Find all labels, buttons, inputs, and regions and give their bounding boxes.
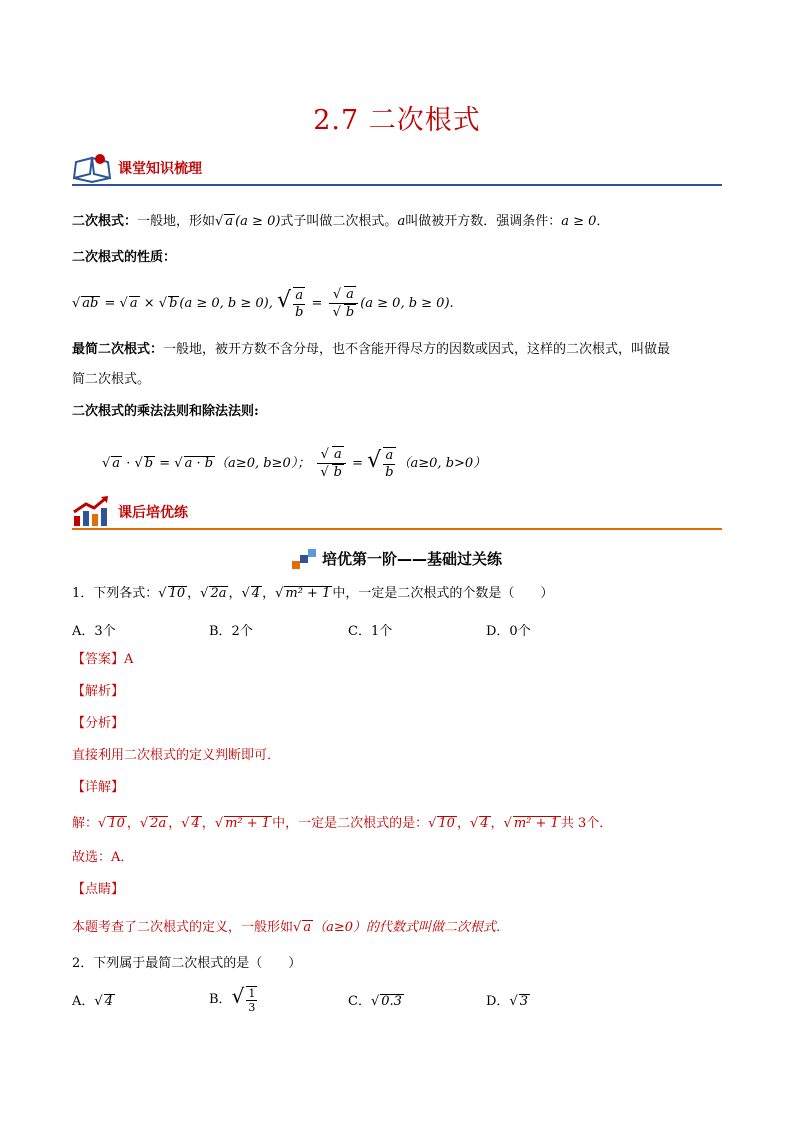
q1-stem-a: 1．下列各式：: [72, 586, 159, 601]
q1-answer: 【答案】A: [72, 652, 134, 667]
stairs-icon: [292, 549, 318, 571]
q2-option-b: B．√ $\frac{1}{3}$: [209, 984, 256, 1014]
property-formula: √ ab = √ a × √ b (a ≥ 0, b ≥ 0), √ $\frac{a}{b}$ = $\frac{√ a}{√ b}$ (a ≥ 0, b ≥ 0).: [72, 287, 454, 320]
property-head: 二次根式的性质：: [72, 250, 177, 265]
q1-fenxi-text: 直接利用二次根式的定义判断即可．: [72, 748, 281, 763]
property-cond-2: (a ≥ 0, b ≥ 0).: [360, 296, 454, 311]
q2-option-c: C．√ 0.3: [348, 994, 402, 1009]
q2-option-a: A．√ 4: [72, 994, 113, 1009]
q1-stem-b: 中，一定是二次根式的个数是（ ）: [332, 586, 554, 601]
q1-fenxi: 【分析】: [72, 716, 125, 731]
definition-head: 二次根式：: [72, 214, 138, 229]
q1-sol-b: 中，一定是二次根式的是：: [272, 816, 429, 831]
definition-condition: (a ≥ 0): [235, 214, 281, 229]
section-header-practice: [72, 494, 722, 530]
simplest-line-1: [72, 340, 670, 360]
definition-cond-2: a ≥ 0: [561, 214, 597, 229]
simplest-text-1: 一般地，被开方数不含分母，也不含能开得尽方的因数或因式，这样的二次根式，叫做最: [163, 342, 671, 357]
q2-option-a-label: A．: [72, 994, 95, 1009]
q1-stem: 1．下列各式：√ 10 ，√ 2a ，√ 4 ，√ m² + 1 中，一定是二次根式的个数是（ ）: [72, 586, 554, 601]
q1-sol-c: 共 3个．: [560, 816, 613, 831]
q1-option-c: C．1个: [348, 624, 393, 639]
q1-jiexi: 【解析】: [72, 684, 125, 699]
book-icon: [72, 152, 112, 184]
rules-cond-1: （a≥0, b≥0）；: [215, 456, 311, 471]
q2-option-d-label: D．: [486, 994, 510, 1009]
rules-cond-2: （a≥0, b>0）: [397, 456, 487, 471]
q1-option-d: D．0个: [486, 624, 531, 639]
rules-head: 二次根式的乘法法则和除法法则:: [72, 404, 259, 419]
q2-option-b-label: B．: [209, 992, 232, 1007]
section-header-knowledge: [72, 150, 722, 186]
q2-stem: 2．下列属于最简二次根式的是（ ）: [72, 956, 302, 971]
q1-sol-a: 解：: [72, 816, 99, 831]
growth-chart-icon: [72, 494, 112, 528]
q2-option-c-label: C．: [348, 994, 371, 1009]
definition-var: a: [397, 214, 406, 229]
q1-note-b: （a≥0）的代数式叫做二次根式．: [313, 920, 509, 935]
section-label: 课堂知识梳理: [118, 161, 202, 177]
simplest-text-2: 简二次根式。: [72, 372, 151, 387]
q1-choose: 故选：A．: [72, 850, 134, 865]
property-cond-1: (a ≥ 0, b ≥ 0),: [179, 296, 273, 311]
definition-end: ．: [596, 214, 610, 229]
definition-line: 二次根式：一般地，形如√ a (a ≥ 0)式子叫做二次根式。a叫做被开方数．强调条件：a ≥ 0．: [72, 214, 610, 229]
q1-note-a: 本题考查了二次根式的定义，一般形如: [72, 920, 294, 935]
q1-option-a: A．3个: [72, 624, 116, 639]
rules-formula: √ a · √ b = √ a · b （a≥0, b≥0）； $\frac{√ a}{√ b}$ = √ $\frac{a}{b}$ （a≥0, b>0）: [102, 447, 487, 480]
q1-solution: 解：√ 10 ，√ 2a ，√ 4 ，√ m² + 1 中，一定是二次根式的是：√ 10 ，√ 4 ，√ m² + 1 共 3个．: [72, 816, 613, 831]
definition-text-3: 叫做被开方数．强调条件：: [405, 214, 562, 229]
q2-options: [72, 984, 632, 1024]
q1-option-b: B．2个: [209, 624, 253, 639]
definition-text-2: 式子叫做二次根式。: [280, 214, 398, 229]
definition-text: 一般地，形如: [137, 214, 216, 229]
q1-dianjing: 【点睛】: [72, 882, 125, 897]
q2-option-d: D．√ 3: [486, 994, 529, 1009]
q1-xiangjie: 【详解】: [72, 780, 125, 795]
subheading-text: 培优第一阶——基础过关练: [321, 550, 502, 568]
simplest-head: 最简二次根式：: [72, 342, 164, 357]
section-divider: [72, 184, 722, 186]
q1-note: 本题考查了二次根式的定义，一般形如√ a （a≥0）的代数式叫做二次根式．: [72, 920, 509, 935]
section-divider: [72, 528, 722, 530]
page-title: 2.7 二次根式: [313, 105, 481, 136]
section-label: 课后培优练: [118, 505, 188, 521]
subheading: [0, 548, 794, 571]
q1-options: [72, 620, 632, 640]
